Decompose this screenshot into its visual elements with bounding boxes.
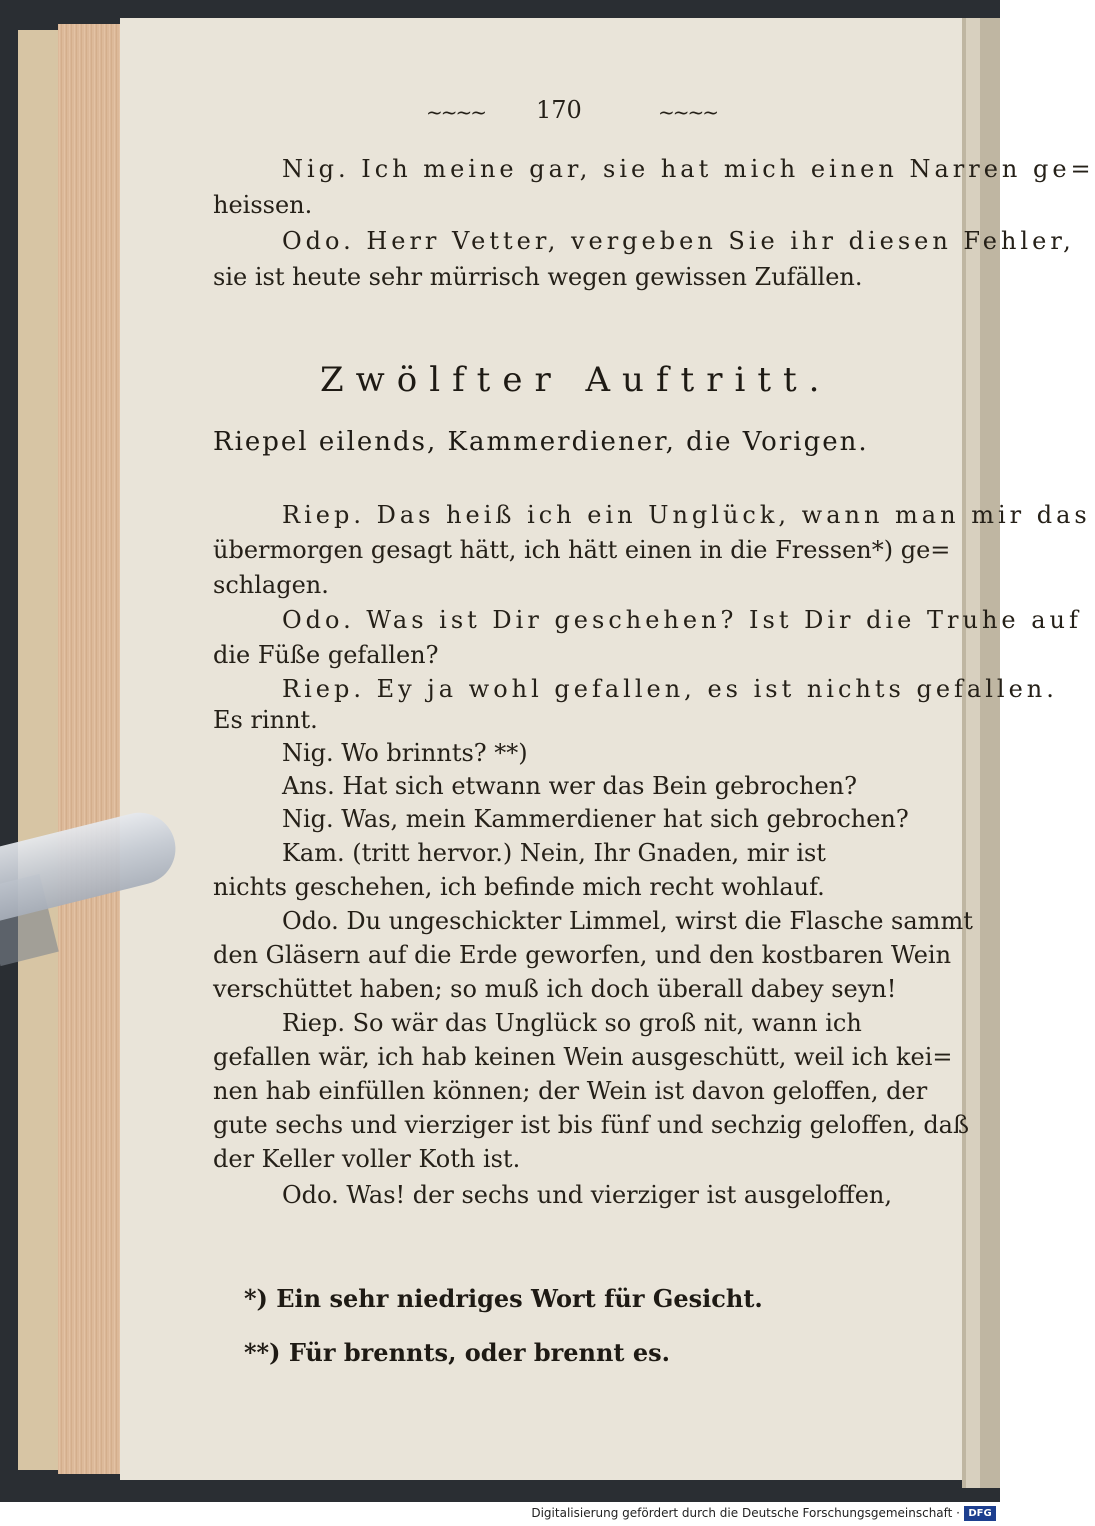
text-line: Odo. Herr Vetter, vergeben Sie ihr diesen Fehler, bbox=[282, 227, 1075, 255]
text-line: den Gläsern auf die Erde geworfen, und den kostbaren Wein bbox=[213, 941, 952, 969]
text-line: übermorgen gesagt hätt, ich hätt einen in die Fressen*) ge= bbox=[213, 536, 951, 564]
dfg-logo: DFG bbox=[964, 1506, 996, 1521]
text-line: heissen. bbox=[213, 191, 313, 219]
text-line: nen hab einfüllen können; der Wein ist davon geloffen, der bbox=[213, 1077, 928, 1105]
text-line: die Füße gefallen? bbox=[213, 641, 439, 669]
text-line: nichts geschehen, ich befinde mich recht wohlauf. bbox=[213, 873, 825, 901]
text-line: Riep. So wär das Unglück so groß nit, wann ich bbox=[282, 1009, 862, 1037]
text-line: Odo. Du ungeschickter Limmel, wirst die Flasche sammt bbox=[282, 907, 973, 935]
footnote: *) Ein sehr niedriges Wort für Gesicht. bbox=[244, 1284, 763, 1313]
text-line: Es rinnt. bbox=[213, 706, 318, 734]
text-line: Ans. Hat sich etwann wer das Bein gebrochen? bbox=[282, 772, 857, 800]
text-line: schlagen. bbox=[213, 571, 329, 599]
book-cover-edge bbox=[18, 30, 58, 1470]
footer-credit: Digitalisierung gefördert durch die Deutsche Forschungsgemeinschaft · bbox=[531, 1506, 960, 1520]
page-stack-edge bbox=[58, 24, 120, 1474]
footer-bar bbox=[0, 1502, 1000, 1526]
text-line: verschüttet haben; so muß ich doch überall dabey seyn! bbox=[213, 975, 897, 1003]
text-line: Riep. Ey ja wohl gefallen, es ist nichts gefallen. bbox=[282, 675, 1058, 703]
text-line: Odo. Was! der sechs und vierziger ist ausgeloffen, bbox=[282, 1181, 893, 1209]
text-line: gute sechs und vierziger ist bis fünf und sechzig geloffen, daß bbox=[213, 1111, 970, 1139]
header-ornament-left: ~~~~ bbox=[426, 100, 486, 124]
running-header bbox=[418, 96, 718, 132]
text-line: Nig. Wo brinnts? **) bbox=[282, 739, 528, 767]
text-line: sie ist heute sehr mürrisch wegen gewissen Zufällen. bbox=[213, 263, 863, 291]
text-line: Odo. Was ist Dir geschehen? Ist Dir die Truhe auf bbox=[282, 606, 1082, 634]
stage-direction: Riepel eilends, Kammerdiener, die Vorigen. bbox=[213, 427, 869, 457]
text-line: Kam. (tritt hervor.) Nein, Ihr Gnaden, mir ist bbox=[282, 839, 826, 867]
footnote: **) Für brennts, oder brennt es. bbox=[244, 1338, 671, 1367]
text-line: Nig. Was, mein Kammerdiener hat sich gebrochen? bbox=[282, 805, 909, 833]
page-number: 170 bbox=[536, 96, 582, 124]
text-line: Riep. Das heiß ich ein Unglück, wann man mir das bbox=[282, 501, 1091, 529]
text-line: gefallen wär, ich hab keinen Wein ausgeschütt, weil ich kei= bbox=[213, 1043, 953, 1071]
text-line: Nig. Ich meine gar, sie hat mich einen Narren ge= bbox=[282, 155, 1095, 183]
text-line: der Keller voller Koth ist. bbox=[213, 1145, 521, 1173]
header-ornament-right: ~~~~ bbox=[658, 100, 718, 124]
scene-heading: Zwölfter Auftritt. bbox=[320, 360, 832, 400]
